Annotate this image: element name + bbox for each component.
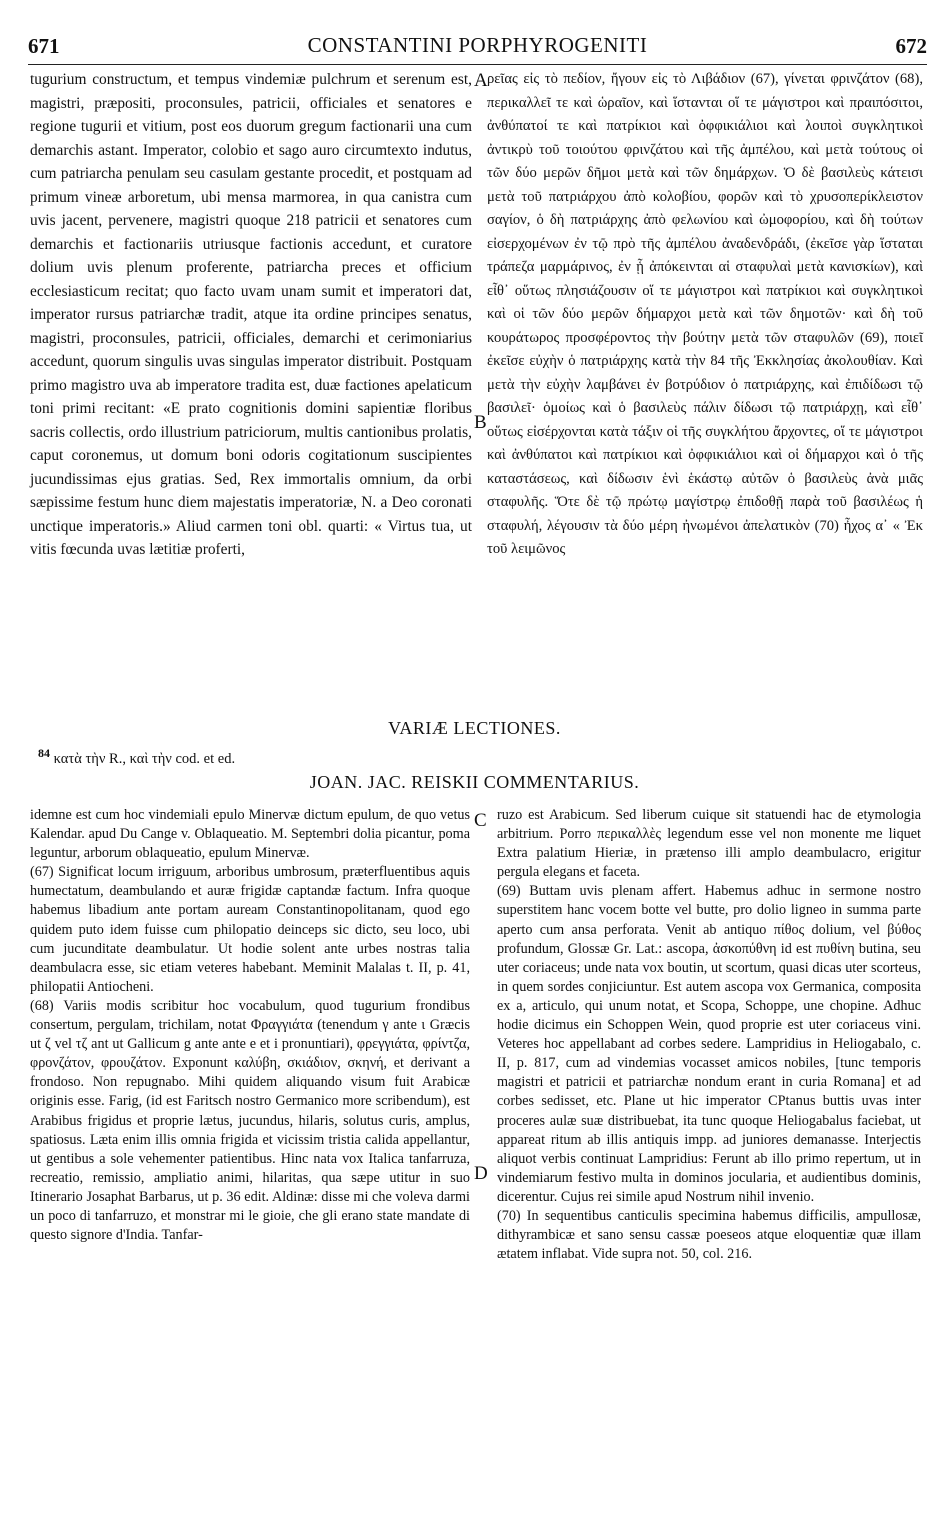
latin-text: tugurium constructum, et tempus vindemiæ pulchrum et serenum est, magistri, præpositi, proconsules, patricii, officiales et senatores e regione tugurii et vitium, post eos duorum gregum factionarii una cum demarchis astant. Imperator, colobio et sago auro circumtexto indutus, cum patriarcha penulam seu casulam gestante procedit, et postquam ad primum vineæ arboretum, ubi mensa marmorea, in qua canistra cum uvis jacent, pervenere, magistri quoque 218 patricii et senatores cum demarchis et factionariis utriusque factionis accedunt, et curatore dolium uvis plenum proferente, patriarcha preces et officium ecclesiasticum recitat; quo facto uvam unam sumit et imperatori dat, imperator rursus patriarchæ tradit, atque ita ordine principes senatus, magistri, proconsules, patricii, officiales, demarchi et cerimoniarius accedunt, quorum singulis uvas singulas imperator distribuit. Postquam primo magistro uva ab imperatore tradita est, duæ factiones apelaticum toni primi recitant: «E prato cognitionis domini sapientiæ floribus sacris collectis, ordo illustrium patriciorum, multis cantionibus prolatis, caput coronemus, ut domum boni odoris cogitationum suscipientes jucundissimas ejus gratias. Sed, Rex immortalis omnium, da orbi sæpissime festum hunc diem majestatis imperatoriæ, N. a Deo coronati unctique imperatoris.» Aliud carmen toni obl. quarti: « Virtus tua, ut vitis fœcunda uvas lætitiæ proferti, (30, 71, 472, 558)
greek-text: ρεῖας εἰς τὸ πεδίον, ἤγουν εἰς τὸ Λιβάδιον (67), γίνεται φρινζάτον (68), περικαλλεῖ τε καὶ ὡραῖον, καὶ ἵστανται οἵ τε μάγιστροι καὶ πραιπόσιτοι, ἀνθύπατοί τε καὶ πατρίκιοι καὶ ὀφφικιάλιοι καὶ λοιποὶ συγκλητικοὶ ἀντικρὺ τοῦ τοιούτου φρινζάτου καὶ τῆς ἀμπέλου, καὶ μετὰ τούτους οἱ τῶν δύο μερῶν δῆμοι μετὰ καὶ τῶν δημάρχων. Ὁ δὲ βασιλεὺς κάτεισι μετὰ τοῦ πατριάρχου ἀπὸ κολοβίου, φορῶν καὶ τὸ χρυσοπερίκλειστον σαγίον, ὁ δὴ πατριάρχης ἀπὸ φελωνίου καὶ ὠμοφορίου, καὶ δὴ τούτων εἰσερχομένων ἐν τῷ πρὸ τῆς ἀμπέλου ἀναδενδράδι, (ἐκεῖσε γὰρ ἵσταται τράπεζα μαρμάρινος, ἐν ᾗ ἀπόκεινται αἱ σταφυλαὶ μετὰ κανισκίων), καὶ εἶθ᾽ οὕτως πλησιάζουσιν οἵ τε μάγιστροι καὶ πατρίκιοι καὶ συγκλητικοὶ καὶ οἱ τῶν δύο μερῶν δήμαρχοι μετὰ καὶ τῶν δημοτῶν· καὶ δὴ τοῦ κουράτωρος προσφέροντος τὴν βούτην μετὰ τῶν σταφυλῶν (69), ποιεῖ ἐκεῖσε εὐχὴν ὁ πατριάρχης κατὰ τὴν 84 τῆς Ἐκκλησίας ἀκολουθίαν. Καὶ μετὰ τὴν εὐχὴν λαμβάνει ἐν βοτρύδιον ὁ πατριάρχης, καὶ ἐπιδίδωσι τῷ βασιλεῖ· ὁμοίως καὶ ὁ βασιλεὺς πάλιν δίδωσι τῷ πατριάρχῃ, καὶ εἶθ᾽ οὕτως εἰσέρχονται κατὰ τάξιν οἱ τῆς συγκλήτου ἄρχοντες, οἵ τε μάγιστροι καὶ ἀνθύπατοι καὶ πατρίκιοι καὶ ὀφφικιάλιοι καὶ οἱ δήμαρχοι καὶ ὁ τῆς καταστάσεως, καὶ δίδωσιν ἑνὶ ἑκάστῳ αὐτῶν ὁ βασιλεὺς ἀνὰ μιᾶς σταφυλῆς. Ὅτε δὲ τῷ πρώτῳ μαγίστρῳ ἐπιδοθῇ παρὰ τοῦ βασιλέως ἡ σταφυλή, λέγουσιν τὰ δύο μέρη ἠνωμένοι ἀπελατικὸν (70) ἦχος α᾽ « Ἐκ τοῦ λειμῶνος (487, 71, 923, 557)
page-header (28, 30, 927, 65)
section-marker-b: B (474, 412, 487, 433)
commentary-paragraph: ruzo est Arabicum. Sed liberum cuique sit statuendi hac de etymologia arbitrium. Porro περικαλλὲς legendum esse vel non monente me liquet Extra palatium Hieriæ, in prætenso illi amplo deambulacro, erigitur pergula elegans et faceta. (497, 807, 921, 881)
commentary-heading: JOAN. JAC. REISKII COMMENTARIUS. (309, 772, 640, 792)
variae-lectiones-heading: VARIÆ LECTIONES. (388, 718, 561, 738)
left-column-number: 671 (28, 34, 60, 58)
latin-translation-column (30, 68, 472, 562)
running-title: CONSTANTINI PORPHYROGENITI (307, 33, 648, 57)
section-marker-c: C (474, 810, 487, 831)
variant-reading-note (38, 746, 235, 768)
commentary-note-69: (69) Buttam uvis plenam affert. Habemus adhuc in sermone nostro superstitem hanc vocem botte vel butte, pro dolio ligneo in summa parte aperto cum ansa perforata. Venit ab antiquo πίθος dolium, vel βύθος profundum, Glossæ Gr. Lat.: ascopa, ἀσκοπύθνη id est πυθίνη butina, seu uter coriaceus; unde nata vox boutin, ut scortum, quasi dicas uter scorteus, in quem sordes conjiciuntur. Est autem ascopa vox Germanica, composita ex a, articulo, qui unum notat, et Scopa, Schoppe, une chopine. Adhuc hodie dicimus ein Schoppen Wein, quod proprie est uter coriaceus vini. Veteres hoc appellabant ad corbes sedere. Lampridius in Heliogabalo, c. II, p. 817, cum ad vindemias vocasset amicos nobiles, [tunc temporis magistri et patricii et patriarchæ nondum erant in curia Romana] et ad corbes sedisset, etc. Plane ut hic imperator CPtanus buttis uvas inter proceres aulæ suæ distribuebat, ita tunc quoque Heliogabalus faciebat, ut appareat ritum ab illis antiquis impp. ad juniores demanasse. Interjectis aliquot verbis continuat Lampridius: Ferunt ab illo primo repertum, ut in vindemiarum festivo multa in dominos jocularia, et audientibus dominis, dicerentur. Cujus rei simile apud Nostrum nihil invenio. (497, 883, 921, 1205)
right-column-number: 672 (895, 34, 927, 58)
section-marker-a: A (474, 70, 488, 91)
commentary-note-70: (70) In sequentibus canticulis specimina habemus difficilis, ampullosæ, dithyrambicæ et sano sensu cassæ poeseos atque eloquentiæ quæ illam ætatem inflabat. Vide supra not. 50, col. 216. (497, 1207, 921, 1263)
commentary-left-column (30, 806, 470, 1245)
greek-text-column (487, 68, 923, 562)
variant-note-number: 84 (38, 746, 50, 760)
section-marker-d: D (474, 1163, 488, 1184)
variant-note-text: κατὰ τὴν R., καὶ τὴν cod. et ed. (53, 750, 236, 767)
commentary-paragraph: idemne est cum hoc vindemiali epulo Minervæ dictum epulum, de quo vetus Kalendar. apud Du Cange v. Oblaqueatio. M. Septembri dolia picantur, poma leguntur, arborum oblaqueatio, epulum Minervæ. (30, 807, 470, 862)
commentary-right-column (497, 806, 921, 1264)
commentary-note-67: (67) Significat locum irriguum, arboribus umbrosum, præterfluentibus aquis humectatum, deambulando et auræ frigidæ captandæ factum. Infra quoque habemus libadium ante portam auream Constantinopolitanam, quod ego quidem puto idem fuisse cum philopatio deinceps sic dicto, seu loco, ubi cum jucunditate deambulatur. Ut hodie solent ante urbes nostras talia deambulacra esse, sic etiam veteres habebant. Meminit Malalas t. II, p. 41, philopatii Antiocheni. (30, 864, 470, 995)
commentary-note-68: (68) Variis modis scribitur hoc vocabulum, quod tugurium frondibus consertum, pergulam, trichilam, notat Φραγγιάτα (tenendum γ ante ι Græcis ut ζ vel τζ ant ut Gallicum g ante ante e et i pronuntiari), φρεγγιάτα, φρίντζα, φρονζάτον, φρουζάτον. Exponunt καλύβη, σκιάδιον, σκηνή, et derivant a frondoso. Non repugnabo. Mihi quidem aliquando visum fuit Arabicæ originis esse. Farig, (id est Faritsch nostro Germanico more scribendum), est Arabibus frigidus et proprie lætus, jucundus, hilaris, solutus curis, amplus, spatiosus. Læta enim illis omnia frigida et vicissim tristia calida appellantur, ut gentibus a sole vehementer patientibus. Hinc nata vox Italica tanfarruza, recreatio, remissio, ampliatio animi, hilaritas, qua sæpe utitur in suo Itinerario Josaphat Barbarus, ut p. 36 edit. Aldinæ: disse mi che voleva darmi un poco di tanfarruzo, et monstrar mi le gioie, che gli erano state mandate di questo signore d'India. Tanfar- (30, 997, 470, 1244)
